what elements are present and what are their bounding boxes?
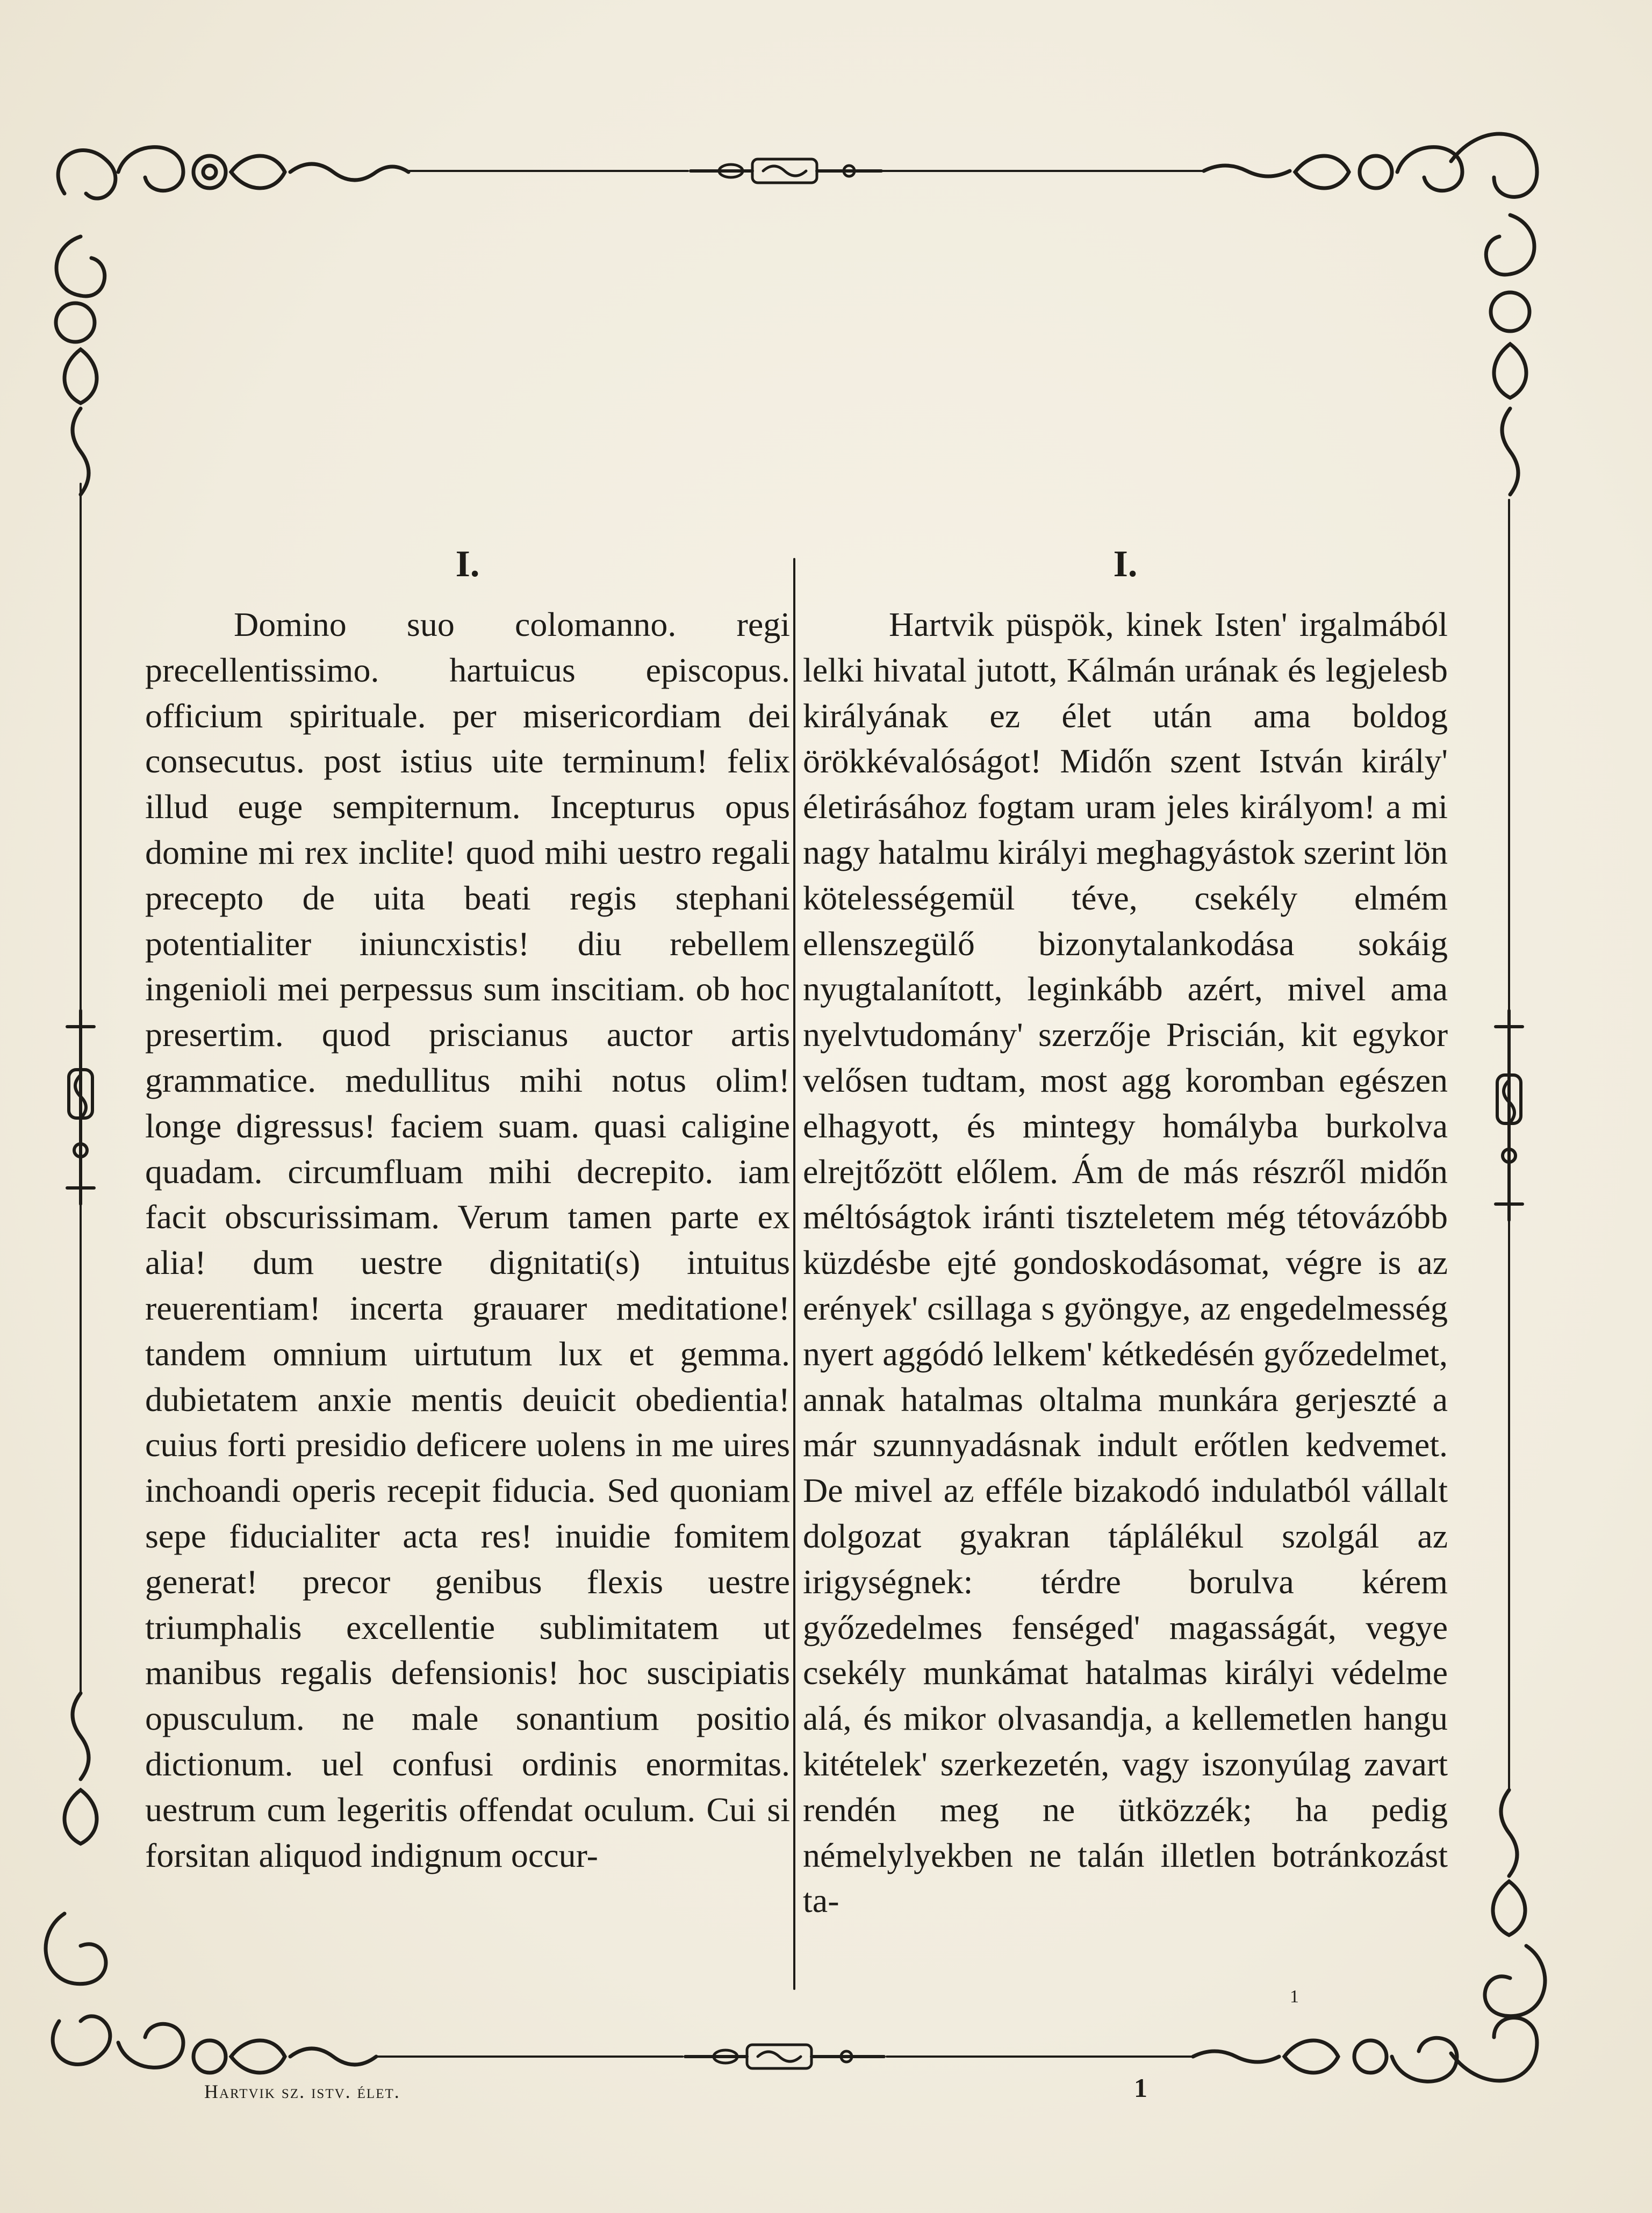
top-right-corner-ornament [1204,134,1537,495]
running-title: Hartvik sz. istv. élet. [204,2081,400,2102]
right-column-number: I. [1113,543,1138,585]
hungarian-column [803,602,1448,1989]
hungarian-text: Hartvik püspök, kinek Isten' irgalmából lelki hivatal jutott, Kálmán urának és legjelesb királyának ez élet után ama boldog örökkévalóságot! Midőn szent István király' életirásához fogtam uram jeles királyom! a mi nagy hatalmu királyi meghagyástok szerint lön kötelességemül téve, csekély elmém ellenszegülő bizonytalankodása sokáig nyugtalanított, leginkább azért, mivel ama nyelvtudomány' szerzője Priscián, kit egykor velősen tudtam, most agg koromban egészen elhagyott, és mintegy homályba burkolva elrejtőzött előlem. Ám de más részről midőn méltóságtok iránti tiszteletem még tétovázóbb küzdésbe ejté gondoskodásomat, végre is az erények' csillaga s gyöngye, az engedelmesség nyert aggódó lelkem' kétkedésén győzedelmet, annak hatalmas oltalma munkára gerjeszté a már szunnyadásnak indult erőtlen kedvemet. De mivel az efféle bizakodó indulatból vállalt dolgozat gyakran táplálékul szolgál az irigységnek: térdre borulva kérem győzedelmes fenséged' magasságát, vegye csekély munkámat hatalmas királyi védelme alá, és mikor olvasandja, a kellemetlen hangu kitételek' szerkezetén, vagy iszonyúlag zavart rendén meg ne ütközzék; ha pedig némelylyekben ne talán illetlen botránkozást ta- [803,605,1448,1920]
signature-mark: 1 [1290,1987,1299,2007]
bottom-center-ornament [685,2045,884,2068]
latin-text: Domino suo colomanno. regi precellentissimo. hartuicus episcopus. officium spirituale. per misericordiam dei consecutus. post istius uite terminum! felix illud euge sempiternum. Incepturus opus domine mi rex inclite! quod mihi uestro regali precepto de uita beati regis stephani potentialiter iniuncxistis! diu rebellem ingenioli mei perpessus sum inscitiam. ob hoc presertim. quod priscianus auctor artis grammatice. medullitus mihi notus olim! longe digressus! faciem suam. quasi caligine quadam. circumfluam mihi decrepito. iam facit obscurissimam. Verum tamen parte ex alia! dum uestre dignitati(s) intuitus reuerentiam! incerta grauarer meditatione! tandem omnium uirtutum lux et gemma. dubietatem anxie mentis deuicit obedientia! cuius forti presidio deficere uolens in me uires inchoandi operis recepit fiducia. Sed quoniam sepe fiducialiter acta res! inuidie fomitem generat! precor genibus flexis uestre triumphalis excellentie sublimitatem ut manibus regalis defensionis! hoc suscipiatis opusculum. ne male sonantium positio dictionum. uel confusi ordinis enormitas. uestrum cum legeritis offendat oculum. Cui si forsitan aliquod indignum occur- [145,605,790,1874]
top-left-corner-ornament [56,147,408,495]
page-number: 1 [1134,2073,1147,2103]
top-center-ornament [691,159,881,183]
left-middle-ornament [67,1011,94,1204]
right-middle-ornament [1496,1011,1522,1220]
left-column-number: I. [455,543,480,585]
latin-column [145,602,790,1989]
